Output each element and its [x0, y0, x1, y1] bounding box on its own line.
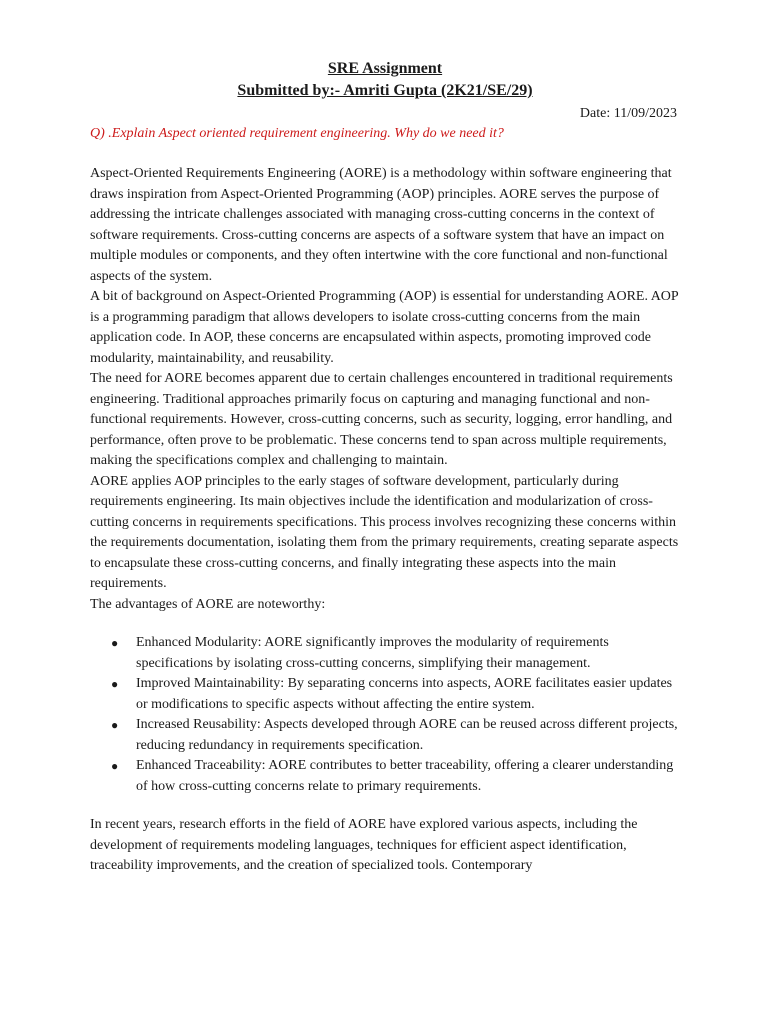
question-heading: Q) .Explain Aspect oriented requirement engineering. Why do we need it?	[90, 126, 504, 141]
bullet-icon: ●	[111, 636, 119, 650]
list-item	[111, 633, 680, 674]
list-item	[111, 756, 680, 797]
list-item-text: Enhanced Modularity: AORE significantly improves the modularity of requirements specifications by isolating cross-cutting concerns, simplifying their management.	[136, 635, 609, 671]
list-item	[111, 715, 680, 756]
submitted-by-line: Submitted by:- Amriti Gupta (2K21/SE/29)	[237, 82, 533, 99]
document-title: SRE Assignment	[327, 60, 443, 77]
paragraph-advantages-intro: The advantages of AORE are noteworthy:	[90, 596, 326, 612]
submission-date: Date: 11/09/2023	[579, 106, 677, 121]
bullet-icon: ●	[111, 677, 119, 691]
list-item-text: Improved Maintainability: By separating concerns into aspects, AORE facilitates easier updates or modifications to specific aspects without affecting the entire system.	[136, 676, 673, 712]
document-page	[90, 58, 680, 877]
paragraph-need-for-aore: The need for AORE becomes apparent due to certain challenges encountered in traditional requirements engineering. Traditional approaches primarily focus on capturing and managing functional and non-functional requirements. However, cross-cutting concerns, such as security, logging, error handling, and performance, often prove to be problematic. These concerns tend to span across multiple requirements, making the specifications complex and challenging to maintain.	[90, 371, 673, 468]
advantages-list	[90, 633, 680, 797]
paragraph-intro: Aspect-Oriented Requirements Engineering (AORE) is a methodology within software engineering that draws inspiration from Aspect-Oriented Programming (AOP) principles. AORE serves the purpose of addressing the intricate challenges associated with managing cross-cutting concerns in the context of software requirements. Cross-cutting concerns are aspects of a software system that have an impact on multiple modules or components, and they often intertwine with the core functional and non-functional aspects of the system.	[90, 166, 672, 284]
bullet-icon: ●	[111, 759, 119, 773]
list-item-text: Increased Reusability: Aspects developed through AORE can be reused across different projects, reducing redundancy in requirements specification.	[136, 717, 678, 753]
list-item-text: Enhanced Traceability: AORE contributes to better traceability, offering a clearer understanding of how cross-cutting concerns relate to primary requirements.	[136, 758, 674, 794]
paragraph-recent-research: In recent years, research efforts in the field of AORE have explored various aspects, including the development of requirements modeling languages, techniques for efficient aspect identification, traceability improvements, and the creation of specialized tools. Contemporary	[90, 817, 638, 873]
paragraph-aore-objectives: AORE applies AOP principles to the early stages of software development, particularly during requirements engineering. Its main objectives include the identification and modularization of cross-cutting concerns in requirements specifications. This process involves recognizing these concerns within the requirements documentation, isolating them from the primary requirements, creating separate aspects to encapsulate these cross-cutting concerns, and finally integrating these aspects into the main requirements.	[90, 473, 679, 591]
list-item	[111, 674, 680, 715]
bullet-icon: ●	[111, 718, 119, 732]
paragraph-aop-background: A bit of background on Aspect-Oriented Programming (AOP) is essential for understanding AORE. AOP is a programming paradigm that allows developers to isolate cross-cutting concerns from the main application code. In AOP, these concerns are encapsulated within aspects, promoting improved code modularity, maintainability, and reusability.	[90, 289, 679, 366]
